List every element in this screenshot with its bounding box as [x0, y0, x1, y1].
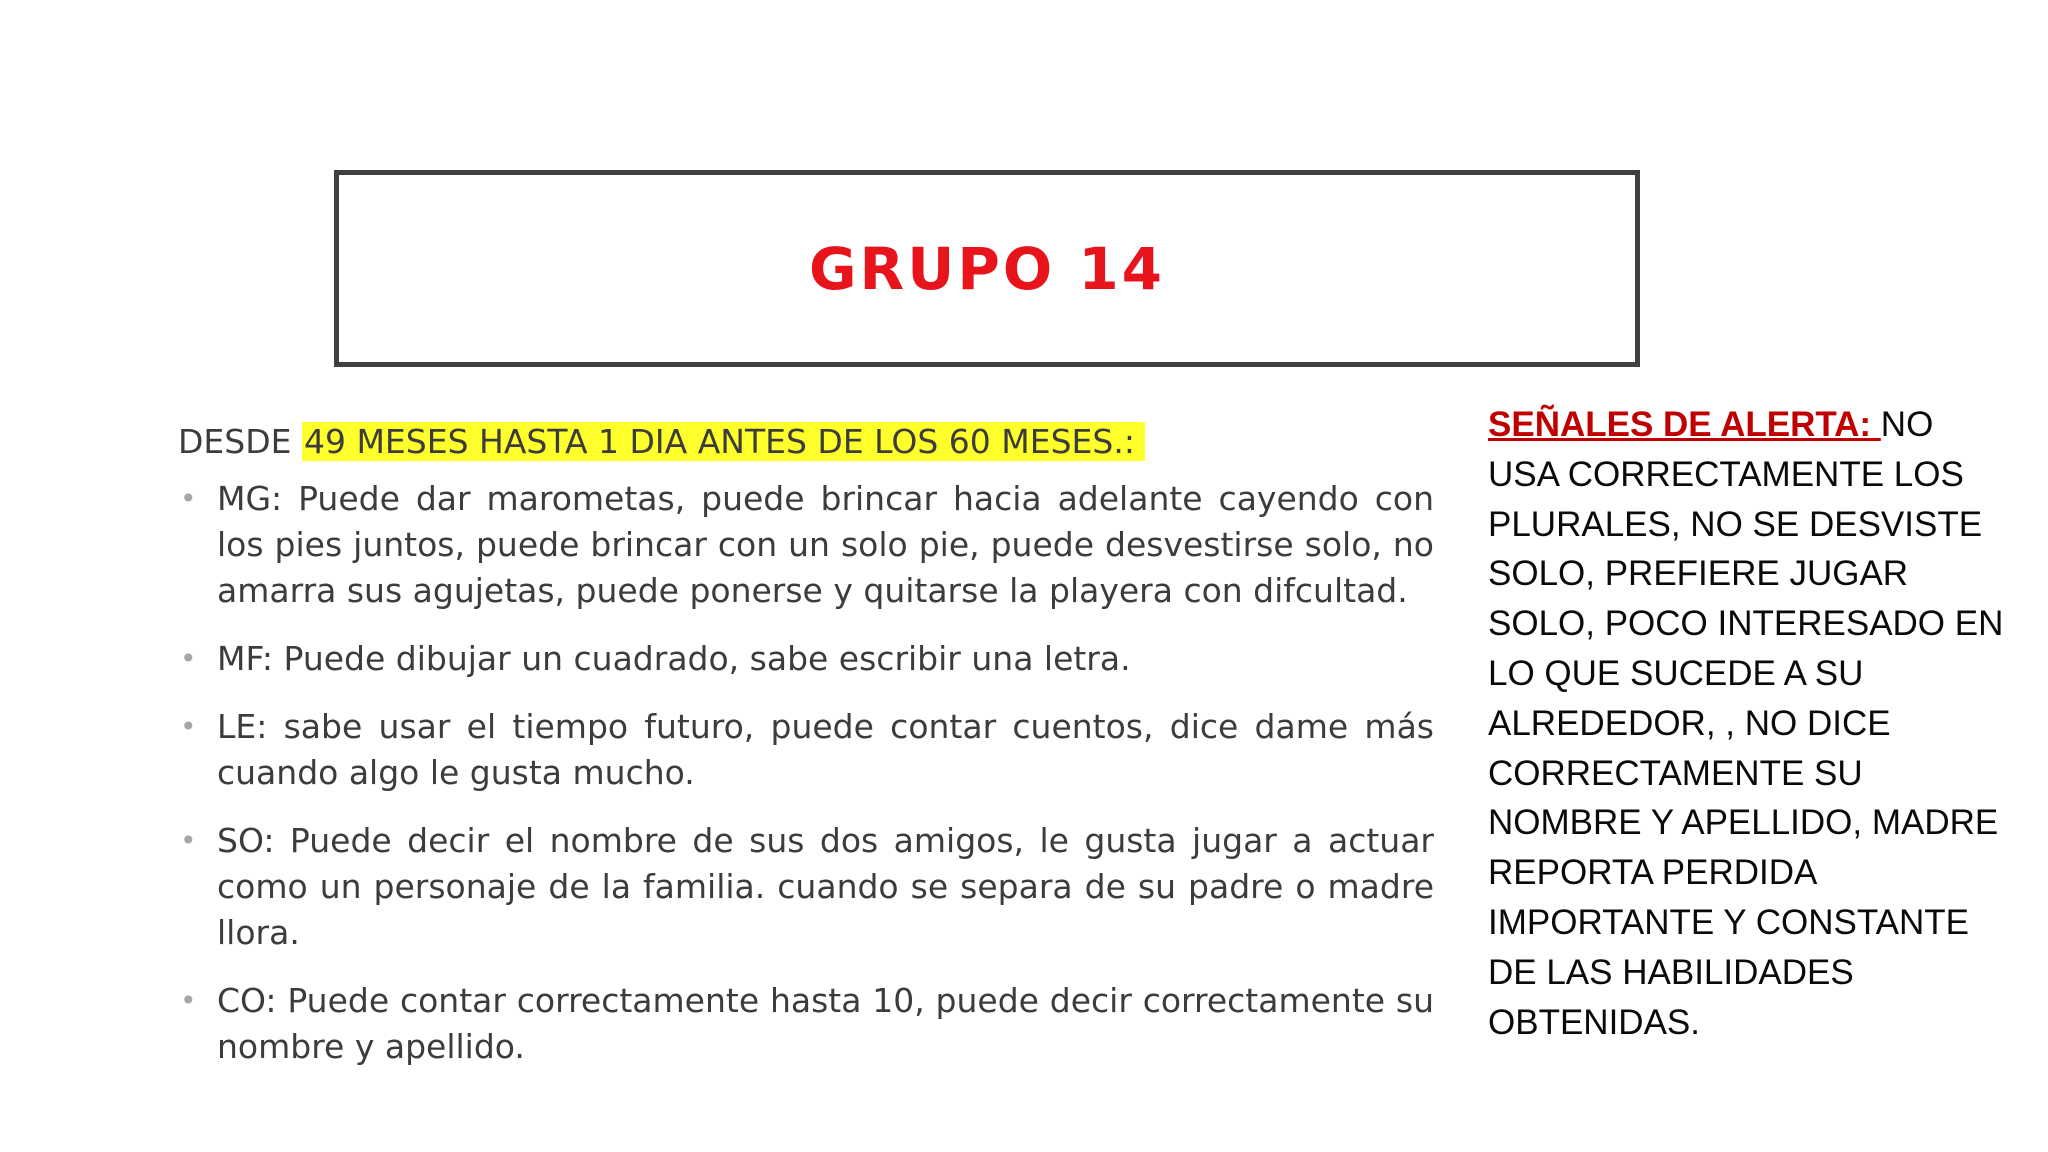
bullet-icon: • [180, 984, 197, 1017]
alert-label: SEÑALES DE ALERTA: [1488, 405, 1881, 444]
content-column [178, 412, 1434, 1092]
alert-signs-block [1488, 400, 2013, 1047]
milestone-list [178, 476, 1434, 1070]
slide-title: GRUPO 14 [808, 234, 1166, 303]
age-range-highlight: 49 MESES HASTA 1 DIA ANTES DE LOS 60 MESES.: [302, 422, 1145, 461]
bullet-icon: • [180, 824, 197, 857]
list-item [178, 978, 1434, 1070]
milestone-mg: MG: Puede dar marometas, puede brincar hacia adelante cayendo con los pies juntos, puede brincar con un solo pie, puede desvestirse solo, no amarra sus agujetas, puede ponerse y quitarse la playera con difcultad. [217, 479, 1434, 610]
alert-text: NO USA CORRECTAMENTE LOS PLURALES, NO SE DESVISTE SOLO, PREFIERE JUGAR SOLO, POCO INTERESADO EN LO QUE SUCEDE A SU ALREDEDOR, , NO DICE CORRECTAMENTE SU NOMBRE Y APELLIDO, MADRE REPORTA PERDIDA IMPORTANTE Y CONSTANTE DE LAS HABILIDADES OBTENIDAS. [1488, 405, 2004, 1042]
milestone-so: SO: Puede decir el nombre de sus dos amigos, le gusta jugar a actuar como un personaje de la familia. cuando se separa de su padre o madre llora. [217, 821, 1434, 952]
list-item [178, 704, 1434, 796]
list-item [178, 636, 1434, 682]
bullet-icon: • [180, 642, 197, 675]
title-box [334, 170, 1640, 367]
age-range-prefix: DESDE [178, 422, 302, 461]
milestone-le: LE: sabe usar el tiempo futuro, puede contar cuentos, dice dame más cuando algo le gusta mucho. [217, 707, 1434, 792]
bullet-icon: • [180, 710, 197, 743]
list-item [178, 476, 1434, 614]
milestone-co: CO: Puede contar correctamente hasta 10, puede decir correctamente su nombre y apellido. [217, 981, 1434, 1066]
milestone-mf: MF: Puede dibujar un cuadrado, sabe escribir una letra. [217, 639, 1131, 678]
list-item [178, 818, 1434, 956]
bullet-icon: • [180, 482, 197, 515]
age-range-heading [178, 412, 1434, 472]
